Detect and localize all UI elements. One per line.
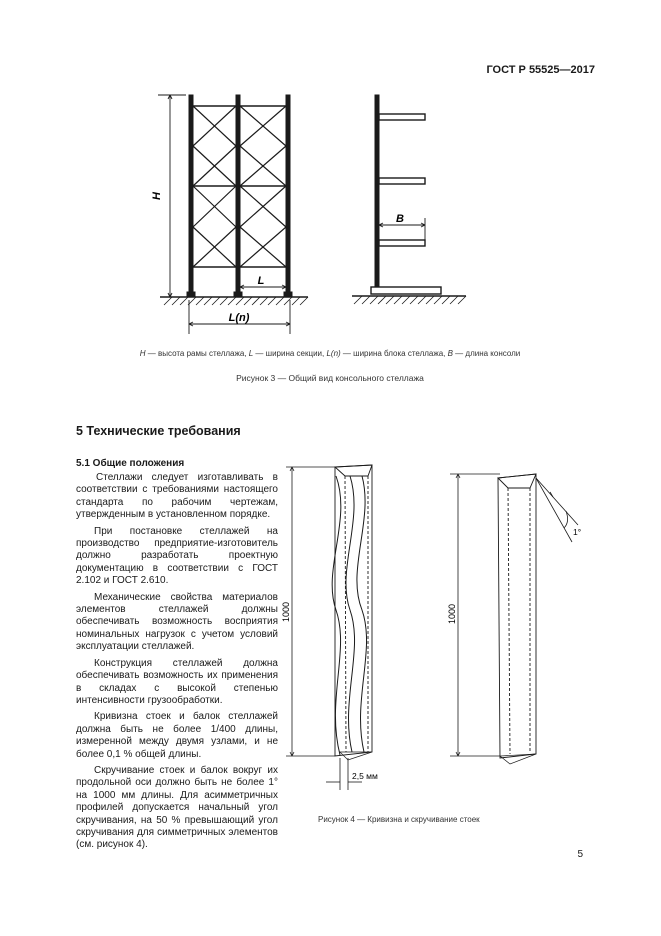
- angle-label: 1°: [573, 527, 582, 537]
- l-label: L: [257, 275, 265, 287]
- section-title: 5 Технические требования: [76, 424, 241, 438]
- dim-right-label: 1000: [447, 603, 457, 625]
- subsection-title: 5.1 Общие положения: [76, 458, 185, 469]
- paragraph: Конструкция стеллажей должна обеспечивать возможность их применения в складах с высокой степенью интенсивности грузообработки.: [76, 657, 278, 706]
- figure-3-legend: H — высота рамы стеллажа, L — ширина секции, L(n) — ширина блока стеллажа, B — длина консоли: [139, 349, 521, 358]
- ln-label: L(n): [228, 312, 250, 324]
- figure-4-caption: Рисунок 4 — Кривизна и скручивание стоек: [318, 815, 480, 824]
- paragraph: Скручивание стоек и балок вокруг их продольной оси должно быть не более 1° на 1000 мм длины. Для асимметричных профилей допускается начальный угол скручивания, на 50 % превышающий угол скручивания для симметричных элементов (см. рисунок 4).: [76, 764, 278, 851]
- paragraph: Стеллажи следует изготавливать в соответствии с требованиями настоящего стандарта по рабочим чертежам, утвержденным в установленном порядке.: [76, 472, 278, 521]
- b-label: B: [396, 213, 404, 225]
- paragraph: Механические свойства материалов элементов стеллажей должны обеспечивать возможность восприятия номинальных нагрузок с учетом условий эксплуатации стеллажей.: [76, 591, 278, 653]
- paragraph: При постановке стеллажей на производство предприятие-изготовитель должно разработать проектную документацию в соответствии с ГОСТ 2.102 и ГОСТ 2.610.: [76, 525, 278, 587]
- figure-3-caption: Рисунок 3 — Общий вид консольного стеллажа: [236, 373, 424, 383]
- twist-angle: [536, 478, 578, 542]
- deviation-label: 2,5 мм: [352, 771, 378, 781]
- curved-column: [332, 476, 366, 755]
- dim-left-label: 1000: [281, 601, 291, 623]
- paragraph: Кривизна стоек и балок стеллажей должна быть не более 1/400 длины, измеренной между двумя узлами, и не более 0,1 % общей длины.: [76, 711, 278, 760]
- right-column-outline: [498, 474, 536, 764]
- h-label: H: [151, 192, 163, 200]
- page-number: 5: [577, 849, 583, 860]
- document-id: ГОСТ Р 55525—2017: [486, 64, 595, 76]
